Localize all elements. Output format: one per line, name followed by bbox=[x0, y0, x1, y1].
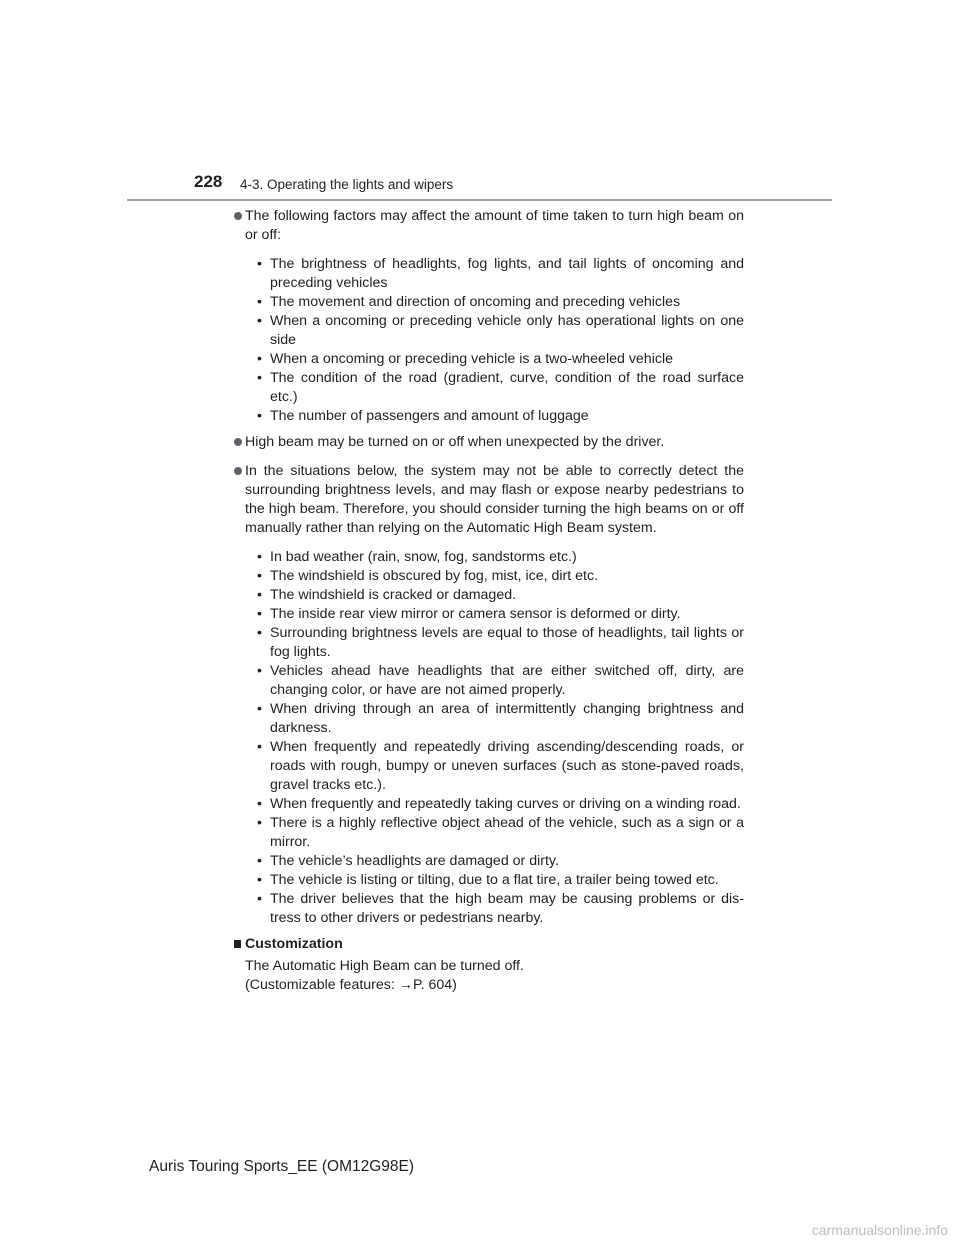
list-item bbox=[257, 567, 744, 586]
list-item-text: Vehicles ahead have headlights that are either switched off, dirty, are changing color, or have are not aimed properly. bbox=[270, 663, 744, 698]
list-item bbox=[257, 312, 744, 350]
list-item-text: The movement and direction of oncoming and preceding vehicles bbox=[270, 294, 681, 310]
situations-list bbox=[232, 548, 744, 928]
list-item bbox=[257, 548, 744, 567]
list-item bbox=[257, 369, 744, 407]
list-item-text: The condition of the road (gradient, curve, condition of the road surface etc.) bbox=[270, 370, 744, 405]
circle-bullet-icon bbox=[234, 212, 242, 220]
customization-line-2: (Customizable features: →P. 604) bbox=[245, 977, 457, 993]
bullet-marker: • bbox=[257, 370, 262, 386]
list-item bbox=[257, 871, 744, 890]
bullet-marker: • bbox=[257, 872, 262, 888]
bullet-marker: • bbox=[257, 891, 262, 907]
page-number: 228 bbox=[194, 172, 223, 191]
customization-line-1: The Automatic High Beam can be turned off. bbox=[245, 958, 524, 974]
bullet-marker: • bbox=[257, 853, 262, 869]
bullet-marker: • bbox=[257, 587, 262, 603]
list-item bbox=[257, 293, 744, 312]
bullet-marker: • bbox=[257, 568, 262, 584]
paragraph-factors bbox=[232, 207, 744, 245]
factors-list bbox=[232, 255, 744, 426]
bullet-marker: • bbox=[257, 351, 262, 367]
list-item-text: The windshield is obscured by fog, mist, ice, dirt etc. bbox=[270, 568, 599, 584]
footer-text: Auris Touring Sports_EE (OM12G98E) bbox=[149, 1158, 415, 1175]
watermark-text: carmanualsonline.info bbox=[811, 1222, 948, 1238]
list-item-text: When driving through an area of intermittently changing brightness and darkness. bbox=[270, 701, 744, 736]
list-item bbox=[257, 350, 744, 369]
list-item bbox=[257, 662, 744, 700]
bullet-marker: • bbox=[257, 606, 262, 622]
paragraph-text: High beam may be turned on or off when unexpected by the driver. bbox=[245, 434, 665, 450]
list-item-text: When frequently and repeatedly driving ascending/descending roads, or roads with rough, bumpy or uneven surfaces (such as stone-paved roads, gravel tracks etc.). bbox=[270, 739, 744, 793]
list-item bbox=[257, 586, 744, 605]
circle-bullet-icon bbox=[234, 438, 242, 446]
list-item-text: The brightness of headlights, fog lights, and tail lights of oncoming and preceding vehicles bbox=[270, 256, 744, 291]
list-item-text: When a oncoming or preceding vehicle is a two-wheeled vehicle bbox=[270, 351, 673, 367]
list-item-text: Surrounding brightness levels are equal to those of headlights, tail lights or fog lights. bbox=[270, 625, 744, 660]
list-item-text: When a oncoming or preceding vehicle only has operational lights on one side bbox=[270, 313, 744, 348]
list-item-text: There is a highly reflective object ahead of the vehicle, such as a sign or a mirror. bbox=[270, 815, 744, 850]
list-item-text: The driver believes that the high beam may be causing problems or dis-tress to other drivers or pedestrians nearby. bbox=[270, 891, 744, 926]
list-item bbox=[257, 738, 744, 795]
list-item bbox=[257, 890, 744, 928]
square-bullet-icon bbox=[234, 940, 241, 948]
list-item-text: The vehicle is listing or tilting, due to a flat tire, a trailer being towed etc. bbox=[270, 872, 719, 888]
list-item bbox=[257, 605, 744, 624]
list-item bbox=[257, 255, 744, 293]
list-item bbox=[257, 407, 744, 426]
paragraph-unexpected bbox=[232, 433, 744, 452]
bullet-marker: • bbox=[257, 796, 262, 812]
bullet-marker: • bbox=[257, 408, 262, 424]
bullet-marker: • bbox=[257, 815, 262, 831]
paragraph-text: The following factors may affect the amount of time taken to turn high beam on or off: bbox=[245, 208, 744, 243]
bullet-marker: • bbox=[257, 625, 262, 641]
bullet-marker: • bbox=[257, 549, 262, 565]
list-item-text: The number of passengers and amount of luggage bbox=[270, 408, 589, 424]
paragraph-text: In the situations below, the system may not be able to correctly detect the surrounding brightness levels, and may flash or expose nearby pedestrians to the high beam. Therefore, you should consider turning the high beams on or off manually rather than relying on the Automatic High Beam system. bbox=[245, 463, 744, 536]
section-title: 4-3. Operating the lights and wipers bbox=[240, 177, 454, 192]
list-item bbox=[257, 624, 744, 662]
list-item-text: The windshield is cracked or damaged. bbox=[270, 587, 517, 603]
customization-section bbox=[232, 935, 744, 995]
customization-title: Customization bbox=[245, 936, 343, 952]
page-content bbox=[232, 207, 744, 995]
list-item bbox=[257, 852, 744, 871]
list-item bbox=[257, 700, 744, 738]
list-item-text: The inside rear view mirror or camera sensor is deformed or dirty. bbox=[270, 606, 681, 622]
bullet-marker: • bbox=[257, 663, 262, 679]
bullet-marker: • bbox=[257, 294, 262, 310]
header-divider bbox=[127, 199, 832, 201]
list-item bbox=[257, 814, 744, 852]
bullet-marker: • bbox=[257, 739, 262, 755]
list-item-text: In bad weather (rain, snow, fog, sandstorms etc.) bbox=[270, 549, 577, 565]
circle-bullet-icon bbox=[234, 467, 242, 475]
paragraph-situations bbox=[232, 462, 744, 538]
list-item-text: The vehicle’s headlights are damaged or dirty. bbox=[270, 853, 559, 869]
list-item-text: When frequently and repeatedly taking curves or driving on a winding road. bbox=[270, 796, 741, 812]
bullet-marker: • bbox=[257, 256, 262, 272]
bullet-marker: • bbox=[257, 313, 262, 329]
list-item bbox=[257, 795, 744, 814]
bullet-marker: • bbox=[257, 701, 262, 717]
